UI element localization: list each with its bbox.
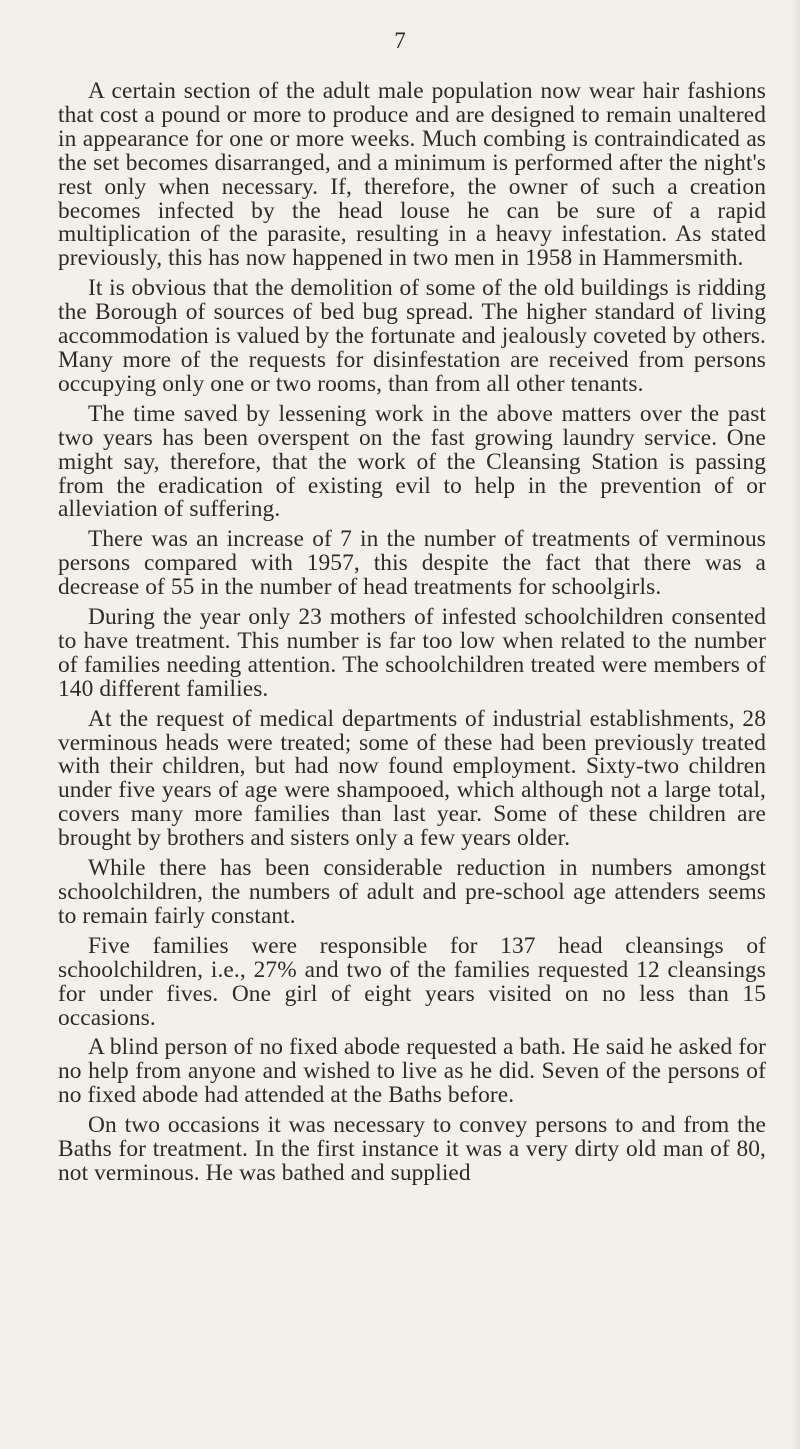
paragraph-bed-bugs: It is obvious that the demolition of some of the old buildings is ridding the Borough of sources of bed bug spread. The higher standard of living accommodation is valued by the fortunate and jealously coveted by others. Many more of the requests for disinfestation are received from persons occupying only one or two rooms, than from all other tenants. <box>58 275 766 397</box>
paragraph-conveyance: On two occasions it was necessary to convey persons to and from the Baths for treatment. In the first instance it was a very dirty old man of 80, not verminous. He was bathed and supplied <box>58 1112 766 1186</box>
body-text <box>58 80 766 1186</box>
page-number: 7 <box>394 28 406 53</box>
paragraph-laundry-service: The time saved by lessening work in the above matters over the past two years has been overspent on the fast growing laundry service. One might say, therefore, that the work of the Cleansing Station is passing from the eradication of existing evil to help in the prevention of or alleviation of suffering. <box>58 400 766 523</box>
paragraph-hair-fashions: A certain section of the adult male population now wear hair fashions that cost a pound or more to produce and are designed to remain unaltered in appearance for one or more weeks. Much combing is contraindicated as the set becomes disarranged, and a minimum is performed after the night's rest only when necessary. If, therefore, the owner of such a creation becomes infected by the head louse he can be sure of a rapid multiplication of the parasite, resulting in a heavy infestation. As stated previously, this has now happened in two men in 1958 in Hammersmith. <box>58 78 766 272</box>
paragraph-mothers-treatment: During the year only 23 mothers of infested schoolchildren consented to have treatment. This number is far too low when related to the number of families needing attention. The schoolchildren treated were members of 140 different families. <box>58 604 766 702</box>
paragraph-attendance-trends: While there has been considerable reduction in numbers amongst schoolchildren, the numbers of adult and pre-school age attenders seems to remain fairly constant. <box>58 855 766 929</box>
page-edge-shadow <box>790 0 800 1449</box>
paragraph-family-cleansings: Five families were responsible for 137 head cleansings of schoolchildren, i.e., 27% and two of the families requested 12 cleansings for under fives. One girl of eight years visited on no less than 15 occasions. <box>58 932 766 1031</box>
paragraph-no-fixed-abode: A blind person of no fixed abode requested a bath. He said he asked for no help from anyone and wished to live as he did. Seven of the persons of no fixed abode had attended at the Baths before. <box>58 1034 766 1109</box>
paragraph-industrial-requests: At the request of medical departments of industrial establishments, 28 verminous heads were treated; some of these had been previously treated with their children, but had now found employment. Sixty-two children under five years of age were shampooed, which although not a large total, covers many more families than last year. Some of these children are brought by brothers and sisters only a few years older. <box>58 705 766 852</box>
paragraph-treatment-increase: There was an increase of 7 in the number of treatments of verminous persons compared with 1957, this despite the fact that there was a decrease of 55 in the number of head treatments for schoolgirls. <box>58 526 766 601</box>
